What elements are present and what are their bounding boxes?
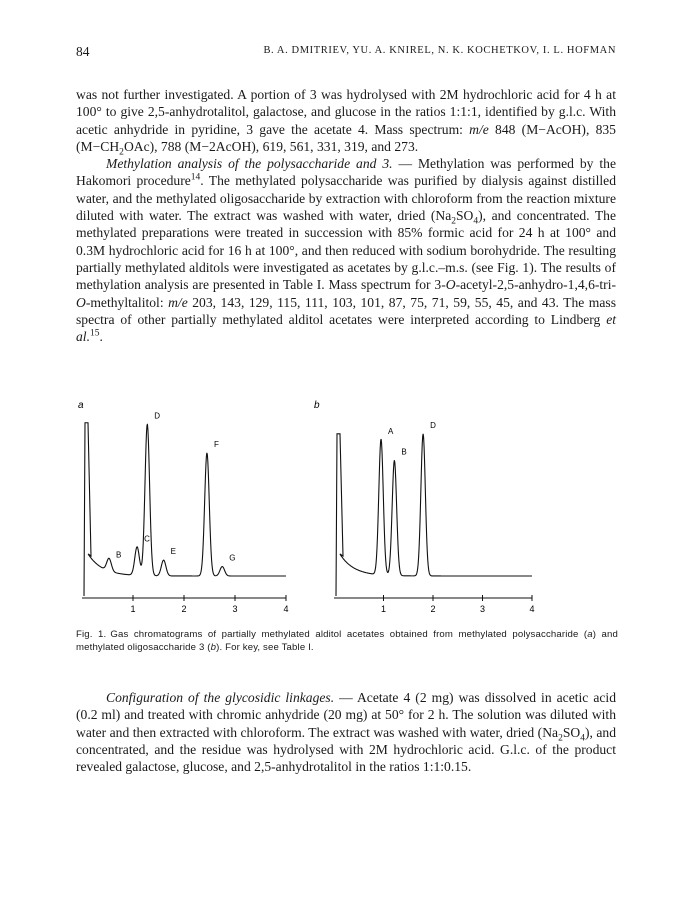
panel-b-peak-label: D [430, 420, 436, 430]
page-number: 84 [76, 44, 90, 59]
chromatogram-panel-b [334, 421, 535, 614]
panel-a-tick-label: 4 [283, 604, 289, 614]
panel-b-tick-label: 2 [430, 604, 436, 614]
panel-b-peak-label: A [388, 427, 394, 437]
panel-a-peak-label: E [170, 547, 176, 557]
panel-b-peak-label: B [401, 447, 407, 457]
panel-b-trace [336, 434, 532, 596]
paragraph-continuation: was not further investigated. A portion of 3 was hydrolysed with 2M hydrochloric acid for 4 h at 100° to give 2,5-anhydrotalitol, galactose, and glucose in the ratios 1:1:1, identified by g.l.c. With acetic anhydride in pyridine, 3 gave the acetate 4. Mass spectrum: m/e 848 (M−AcOH), 835 $(M-CH_2OAc)$, 788 (M−2AcOH), 619, 561, 331, 319, and 273. [76, 87, 616, 158]
panel-a-tick-label: 2 [181, 604, 187, 614]
paragraph-methylation-analysis: Methylation analysis of the polysaccharide and 3. — Methylation was performed by the Hakomori procedure$^{14}$. The methylated polysaccharide was purified by dialysis against distilled water, and the methylated oligosaccharide by extraction with chloroform from the reaction mixture diluted with water. The extract was washed with water, dried $(Na_2SO_4)$, and concentrated. The methylated preparations were treated in succession with 85% formic acid for 24 h at 100° and 0.3M hydrochloric acid for 16 h at 100°, and then reduced with sodium borohydride. The resulting partially methylated alditols were investigated as acetates by g.l.c.–m.s. (see Fig. 1). The results of methylation analysis are presented in Table I. Mass spectrum for 3-O-acetyl-2,5-anhydro-1,4,6-tri-O-methyltalitol: m/e 203, 143, 129, 115, 111, 103, 101, 87, 75, 71, 59, 55, 45, and 43. The mass spectra of other partially methylated alditol acetates were interpreted according to Lindberg et al.$^{15}$. [76, 156, 616, 345]
chromatogram-panel-a [82, 411, 289, 614]
figure-caption: Fig. 1. Gas chromatograms of partially methylated alditol acetates obtained from methylated polysaccharide (a) and methylated oligosaccharide 3 (b). For key, see Table I. [76, 629, 618, 653]
caption-label: Fig. 1. [76, 629, 107, 640]
panel-b-tick-label: 3 [479, 604, 486, 614]
panel-a-peak-label: F [213, 439, 219, 449]
running-head: B. A. DMITRIEV, YU. A. KNIREL, N. K. KOCHETKOV, I. L. HOFMAN [263, 45, 616, 56]
paragraph-glycosidic-linkages: Configuration of the glycosidic linkages. — Acetate 4 (2 mg) was dissolved in acetic acid (0.2 ml) and treated with chromic anhydride (20 mg) at 50° for 2 h. The solution was diluted with water and then extracted with chloroform. The extract was washed with water, dried $(Na_2SO_4)$, and concentrated, and the residue was hydrolysed with 2M hydrochloric acid. G.l.c. of the product revealed galactose, glucose, and 2,5-anhydrotalitol in the ratios 1:1:0.15. [76, 690, 617, 775]
body-text-bottom [76, 689, 616, 775]
panel-a-tick-label: 3 [232, 604, 238, 614]
page-header [76, 44, 616, 60]
reference-14: 14 [190, 172, 201, 183]
section-heading-configuration: Configuration of the glycosidic linkages. [106, 690, 335, 705]
panel-a-tick-label: 1 [130, 604, 136, 614]
panel-a-peak-label: C [144, 534, 150, 544]
panel-b-tick-label: 1 [380, 604, 387, 614]
panel-a-trace [84, 423, 286, 596]
panel-b-label: b [314, 400, 320, 411]
panel-a-peak-label: B [116, 550, 122, 560]
chromatogram-svg [78, 398, 618, 623]
panel-a-peak-label: G [229, 553, 236, 563]
body-text-top [76, 86, 616, 345]
panel-b-tick-label: 4 [529, 604, 535, 614]
section-heading-methylation: Methylation analysis of the polysaccharide and 3. [106, 156, 393, 172]
panel-a-peak-label: D [154, 411, 161, 421]
figure-1-chromatograms [78, 398, 618, 623]
panel-a-label: a [78, 400, 84, 411]
reference-15: 15 [89, 328, 100, 339]
